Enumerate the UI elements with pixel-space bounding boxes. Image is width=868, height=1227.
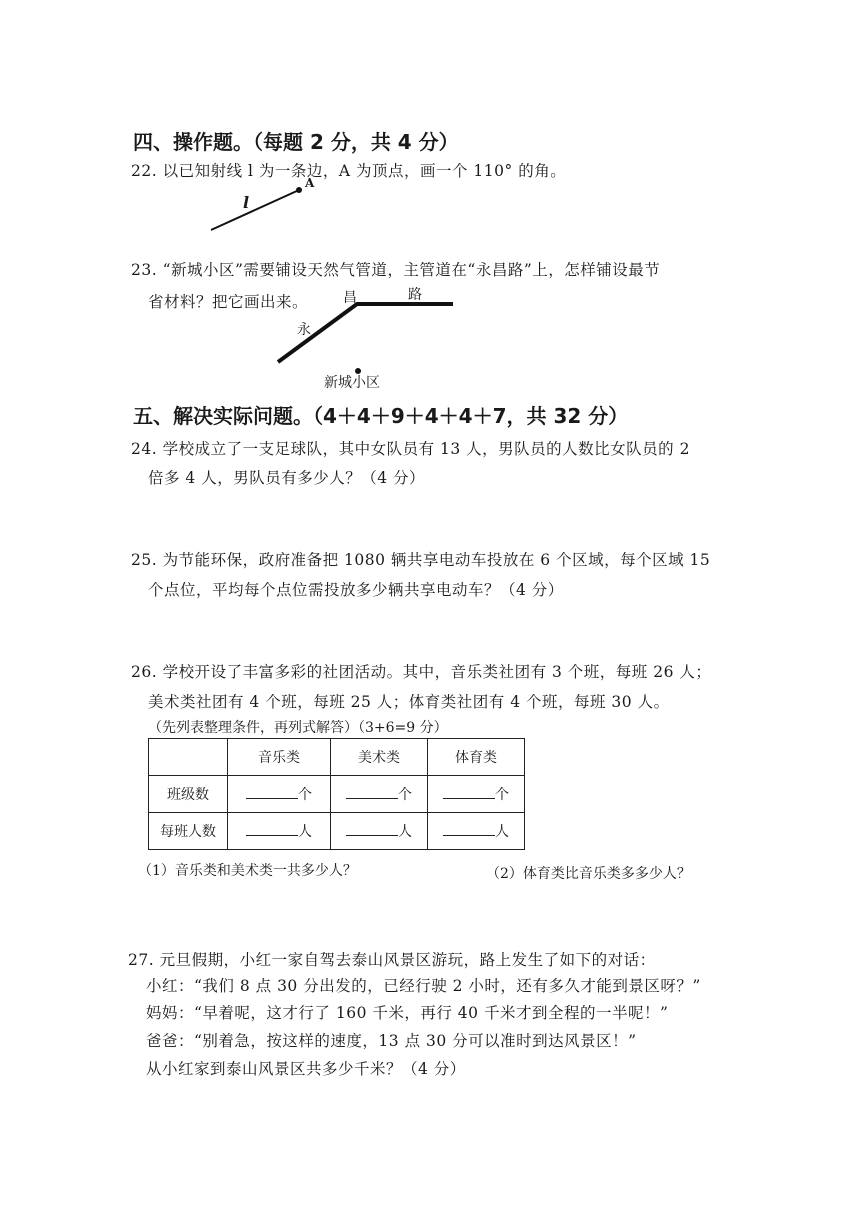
unit: 人	[298, 824, 312, 840]
fill-cell[interactable]	[428, 776, 525, 813]
q27-line2: 小红：“我们 8 点 30 分出发的，已经行驶 2 小时，还有多久才能到景区呀？”	[146, 977, 701, 995]
q23-line1: 23. “新城小区”需要铺设天然气管道，主管道在“永昌路”上，怎样铺设最节	[131, 261, 661, 279]
row-label: 班级数	[149, 776, 228, 813]
fill-cell[interactable]	[228, 813, 331, 850]
table-header-cell: 美术类	[331, 739, 428, 776]
row-label: 每班人数	[149, 813, 228, 850]
table-header-cell: 体育类	[428, 739, 525, 776]
q27-line3: 妈妈：“早着呢，这才行了 160 千米，再行 40 千米才到全程的一半呢！”	[146, 1004, 669, 1022]
unit: 个	[398, 787, 412, 803]
ray-label: l	[243, 193, 250, 212]
road-char-yong: 永	[297, 322, 311, 338]
q26-line2: 美术类社团有 4 个班，每班 25 人；体育类社团有 4 个班，每班 30 人。	[148, 693, 670, 711]
section4-heading: 四、操作题。（每题 2 分，共 4 分）	[133, 130, 459, 154]
q26-line1: 26. 学校开设了丰富多彩的社团活动。其中，音乐类社团有 3 个班，每班 26 人；	[131, 663, 712, 681]
table-header-row	[149, 739, 525, 776]
ray-l	[211, 190, 299, 230]
community-label: 新城小区	[324, 375, 380, 391]
q24-line2: 倍多 4 人，男队员有多少人？（4 分）	[148, 469, 426, 487]
q27-line1: 27. 元旦假期，小红一家自驾去泰山风景区游玩，路上发生了如下的对话：	[128, 951, 656, 969]
q27-line4: 爸爸：“别着急，按这样的速度，13 点 30 分可以准时到达风景区！”	[146, 1032, 637, 1050]
q26-table	[148, 738, 525, 850]
q22-text: 22. 以已知射线 l 为一条边，A 为顶点，画一个 110° 的角。	[131, 162, 567, 180]
q26-sub1: （1）音乐类和美术类一共多少人？	[138, 863, 357, 879]
section5-heading: 五、解决实际问题。（4＋4＋9＋4＋4＋7，共 32 分）	[133, 404, 629, 428]
unit: 个	[495, 787, 509, 803]
q24-line1: 24. 学校成立了一支足球队，其中女队员有 13 人，男队员的人数比女队员的 2	[131, 440, 690, 458]
unit: 个	[298, 787, 312, 803]
fill-cell[interactable]	[228, 776, 331, 813]
vertex-a-point	[296, 187, 302, 193]
road-char-chang: 昌	[343, 290, 357, 306]
table-row	[149, 813, 525, 850]
fill-cell[interactable]	[428, 813, 525, 850]
table-header-cell: 音乐类	[228, 739, 331, 776]
unit: 人	[398, 824, 412, 840]
vertex-label: A	[305, 176, 315, 190]
table-header-cell	[149, 739, 228, 776]
fill-cell[interactable]	[331, 813, 428, 850]
unit: 人	[495, 824, 509, 840]
road-char-lu: 路	[408, 287, 422, 303]
q27-line5: 从小红家到泰山风景区共多少千米？（4 分）	[146, 1060, 466, 1078]
q23-line2: 省材料？把它画出来。	[148, 293, 309, 311]
q26-sub2: （2）体育类比音乐类多多少人？	[486, 866, 691, 882]
q25-line2: 个点位，平均每个点位需投放多少辆共享电动车？（4 分）	[148, 581, 564, 599]
q25-line1: 25. 为节能环保，政府准备把 1080 辆共享电动车投放在 6 个区域，每个区域 15	[131, 551, 711, 569]
q26-instruction: （先列表整理条件，再列式解答）（3+6=9 分）	[148, 720, 448, 736]
table-row	[149, 776, 525, 813]
fill-cell[interactable]	[331, 776, 428, 813]
